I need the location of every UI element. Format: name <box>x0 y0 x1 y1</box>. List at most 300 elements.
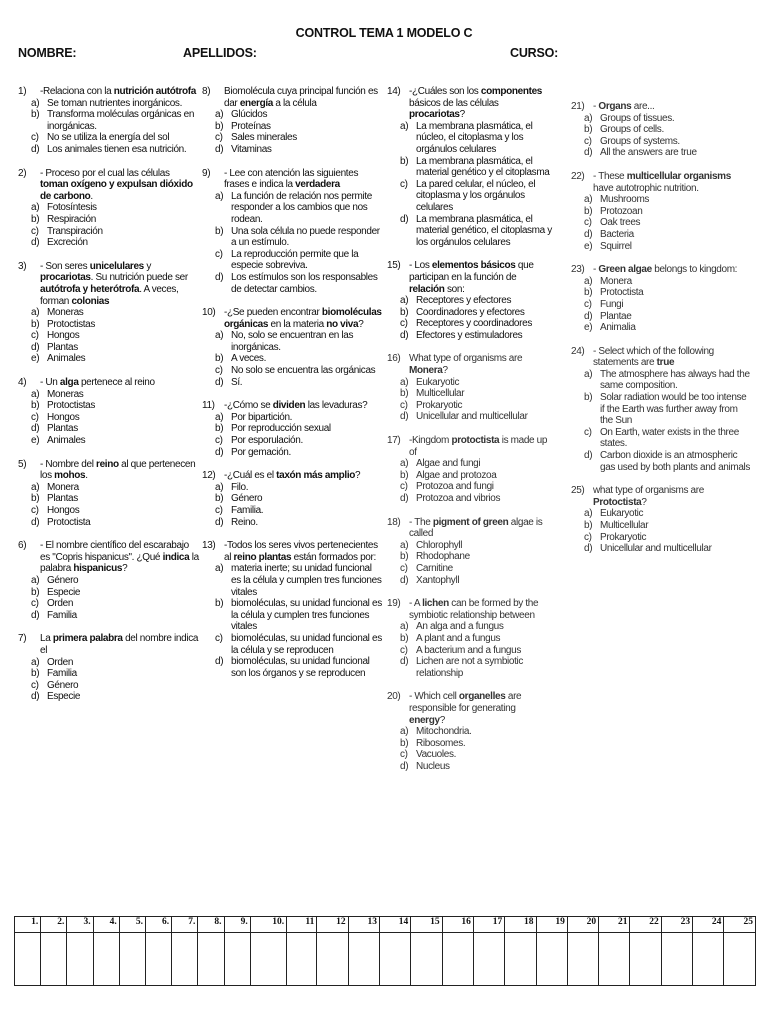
answer-grid-number: 11 <box>287 917 317 933</box>
option-text: Familia. <box>231 505 264 516</box>
option-text: Filo. <box>231 481 249 493</box>
option-text: No solo se encuentra las orgánicas <box>231 365 376 377</box>
option-letter: a) <box>215 563 224 575</box>
option-text: Plantas <box>47 493 78 505</box>
question-number: 14) <box>387 86 401 97</box>
option-letter: d) <box>31 143 40 155</box>
option-letter: d) <box>400 213 409 225</box>
option-letter: c) <box>215 632 223 644</box>
option-letter: a) <box>215 330 224 342</box>
option-letter: b) <box>31 668 40 680</box>
option-text: Eukaryotic <box>600 508 644 520</box>
answer-option <box>387 318 553 330</box>
question-item <box>202 168 382 296</box>
option-text: Groups of tissues. <box>600 112 675 124</box>
question-text: - Which cell organelles are responsible for generating energy? <box>409 691 522 726</box>
answer-option <box>571 287 751 299</box>
answer-option <box>571 229 751 241</box>
answer-cell[interactable] <box>473 933 504 986</box>
question-stem <box>571 101 751 113</box>
option-letter: a) <box>31 388 40 400</box>
option-text: Hongos <box>47 505 80 516</box>
option-letter: c) <box>584 426 592 438</box>
option-text: Protozoan <box>600 205 643 217</box>
option-letter: a) <box>584 194 593 206</box>
question-text: -¿Cómo se dividen las levaduras? <box>224 400 368 412</box>
answer-option <box>571 532 751 544</box>
option-letter: c) <box>31 225 39 237</box>
option-text: Protoctista <box>47 516 91 528</box>
option-text: Los estímulos son los responsables de detectar cambios. <box>231 271 378 295</box>
answer-option <box>387 761 553 773</box>
option-text: Fotosíntesis <box>47 202 97 214</box>
answer-option <box>18 330 200 342</box>
answer-grid <box>14 916 756 986</box>
answer-option <box>18 226 200 238</box>
option-letter: d) <box>584 147 593 159</box>
option-letter: b) <box>584 287 593 299</box>
option-text: Vacuoles. <box>416 749 457 761</box>
option-letter: d) <box>584 543 593 555</box>
answer-option <box>18 98 200 110</box>
option-text: Moneras <box>47 307 84 319</box>
answer-option <box>18 353 200 365</box>
option-letter: a) <box>400 726 409 738</box>
answer-cell[interactable] <box>172 933 198 986</box>
question-number: 18) <box>387 516 401 528</box>
option-letter: d) <box>215 271 224 283</box>
option-text: Lichen are not a symbiotic relationship <box>416 656 524 679</box>
option-text: Unicellular and multicellular <box>600 543 712 555</box>
answer-option <box>18 493 200 505</box>
option-letter: b) <box>400 632 409 644</box>
option-letter: c) <box>31 679 39 691</box>
answer-cell[interactable] <box>411 933 442 986</box>
answer-cell[interactable] <box>724 933 756 986</box>
question-text: - Lee con atención las siguientes frases e indica la verdadera <box>224 167 359 191</box>
option-text: biomoléculas, su unidad funcional son los órganos y se reproducen <box>231 656 370 679</box>
answer-cell[interactable] <box>661 933 692 986</box>
option-text: Proteínas <box>231 120 271 132</box>
option-letter: a) <box>584 112 593 124</box>
option-text: Orden <box>47 656 74 668</box>
answer-option <box>387 377 553 389</box>
question-number: 23) <box>571 264 585 276</box>
answer-grid-answers-row <box>15 933 756 986</box>
option-letter: b) <box>31 493 40 505</box>
answer-cell[interactable] <box>15 933 41 986</box>
answer-option <box>387 575 553 587</box>
answer-option <box>387 633 553 645</box>
question-item <box>387 353 553 423</box>
answer-option <box>571 543 751 555</box>
answer-option <box>571 450 751 473</box>
option-letter: d) <box>400 574 409 586</box>
question-item <box>387 260 553 341</box>
question-stem <box>387 86 553 121</box>
option-letter: b) <box>400 155 409 167</box>
question-item <box>18 261 200 365</box>
question-item <box>387 435 553 505</box>
question-number: 3) <box>18 260 27 272</box>
answer-cell[interactable] <box>505 933 536 986</box>
answer-cell[interactable] <box>224 933 250 986</box>
question-number: 19) <box>387 598 401 610</box>
answer-option <box>571 369 751 392</box>
option-letter: d) <box>215 446 224 458</box>
option-text: Prokaryotic <box>600 531 647 543</box>
answer-option <box>387 481 553 493</box>
option-letter: c) <box>400 644 408 656</box>
answer-cell[interactable] <box>287 933 317 986</box>
option-letter: b) <box>400 306 409 318</box>
option-text: Transforma moléculas orgánicas en inorgánicas. <box>47 109 195 132</box>
question-number: 24) <box>571 345 585 357</box>
answer-option <box>387 156 553 179</box>
option-text: Protoctista <box>600 287 644 299</box>
option-letter: a) <box>31 307 40 319</box>
option-letter: e) <box>584 322 593 334</box>
option-text: Xantophyll <box>416 574 460 586</box>
question-stem <box>18 459 200 482</box>
answer-option <box>387 411 553 423</box>
option-letter: d) <box>400 493 409 504</box>
question-stem <box>387 435 553 458</box>
question-text: - Select which of the following statements are true <box>593 345 714 369</box>
option-letter: a) <box>215 109 224 121</box>
answer-option <box>387 307 553 319</box>
option-letter: a) <box>584 368 593 380</box>
answer-option <box>202 517 382 529</box>
answer-grid-number: 18 <box>505 917 536 933</box>
question-stem <box>202 86 382 109</box>
option-text: Por reproducción sexual <box>231 423 331 435</box>
option-text: A plant and a fungus <box>416 632 501 644</box>
question-stem <box>18 86 200 98</box>
question-number: 16) <box>387 353 401 365</box>
question-text: - The pigment of green algae is called <box>409 516 543 540</box>
answer-grid-number: 24 <box>693 917 724 933</box>
option-text: Multicellular <box>416 388 465 400</box>
answer-option <box>202 412 382 424</box>
answer-option <box>202 598 382 633</box>
answer-cell[interactable] <box>317 933 348 986</box>
answer-grid-number: 23 <box>661 917 692 933</box>
option-letter: b) <box>31 400 40 412</box>
answer-option <box>387 551 553 563</box>
question-text: -Kingdom protoctista is made up of <box>409 435 548 458</box>
answer-cell[interactable] <box>145 933 171 986</box>
answer-cell[interactable] <box>630 933 661 986</box>
question-item <box>202 470 382 528</box>
answer-option <box>202 435 382 447</box>
option-letter: c) <box>215 365 223 377</box>
option-text: La membrana plasmática, el material genético y el citoplasma <box>416 155 550 179</box>
answer-option <box>18 657 200 669</box>
option-text: Bacteria <box>600 228 634 240</box>
option-text: Groups of cells. <box>600 124 664 136</box>
question-stem <box>202 400 382 412</box>
question-stem <box>571 264 751 276</box>
answer-cell[interactable] <box>348 933 379 986</box>
question-item <box>202 86 382 156</box>
answer-option <box>387 738 553 750</box>
questions-column-1 <box>18 86 200 715</box>
answer-option <box>18 389 200 401</box>
answer-option <box>18 423 200 435</box>
answer-option <box>18 144 200 156</box>
question-item <box>571 101 751 159</box>
option-letter: e) <box>584 240 593 252</box>
answer-grid-number: 22 <box>630 917 661 933</box>
option-letter: d) <box>400 329 409 341</box>
answer-option <box>571 520 751 532</box>
option-letter: c) <box>584 298 592 310</box>
option-letter: c) <box>584 135 592 147</box>
question-stem <box>387 691 553 726</box>
option-text: Reino. <box>231 516 258 528</box>
answer-option <box>571 147 751 159</box>
apellidos-label: APELLIDOS: <box>183 46 257 60</box>
answer-option <box>18 575 200 587</box>
question-number: 12) <box>202 470 216 482</box>
question-stem <box>571 346 751 369</box>
answer-grid-number: 13 <box>348 917 379 933</box>
answer-cell[interactable] <box>198 933 224 986</box>
question-number: 9) <box>202 167 211 179</box>
answer-option <box>202 447 382 459</box>
answer-option <box>202 377 382 389</box>
answer-option <box>387 493 553 505</box>
option-text: Familia <box>47 668 77 680</box>
option-letter: b) <box>584 520 593 531</box>
question-item <box>571 171 751 252</box>
option-letter: d) <box>31 237 40 249</box>
option-text: Plantas <box>47 423 78 435</box>
option-letter: c) <box>584 531 592 543</box>
answer-cell[interactable] <box>693 933 724 986</box>
question-text: - A lichen can be formed by the symbiotic relationship between <box>409 598 539 621</box>
option-letter: c) <box>400 562 408 574</box>
option-letter: b) <box>31 586 40 598</box>
option-letter: c) <box>215 435 223 447</box>
option-text: Hongos <box>47 411 80 423</box>
answer-option <box>571 241 751 253</box>
question-stem <box>18 633 200 656</box>
option-letter: d) <box>400 656 409 668</box>
option-letter: c) <box>400 481 408 493</box>
answer-cell[interactable] <box>567 933 598 986</box>
question-stem <box>387 517 553 540</box>
question-stem <box>571 171 751 194</box>
option-text: The atmosphere has always had the same composition. <box>600 368 750 392</box>
option-text: Carbon dioxide is an atmospheric gas used by both plants and animals <box>600 450 751 473</box>
answer-option <box>18 132 200 144</box>
question-stem <box>571 485 751 508</box>
answer-option <box>387 749 553 761</box>
answer-option <box>202 226 382 249</box>
option-text: No se utiliza la energía del sol <box>47 132 170 144</box>
option-letter: c) <box>400 178 408 190</box>
option-letter: d) <box>31 341 40 353</box>
option-text: Solar radiation would be too intense if the Earth was further away from the Sun <box>600 392 747 427</box>
option-text: Animalia <box>600 322 636 334</box>
option-letter: b) <box>215 493 224 505</box>
question-number: 21) <box>571 101 585 112</box>
question-text: - Un alga pertenece al reino <box>40 377 155 389</box>
question-text: -Todos los seres vivos pertenecientes al reino plantas están formados por: <box>224 540 378 563</box>
option-letter: a) <box>400 120 409 132</box>
option-text: Respiración <box>47 213 96 225</box>
option-letter: a) <box>400 621 409 633</box>
option-letter: c) <box>31 598 39 610</box>
answer-option <box>571 217 751 229</box>
option-text: Groups of systems. <box>600 135 680 147</box>
option-letter: c) <box>584 217 592 229</box>
answer-option <box>202 563 382 598</box>
answer-option <box>18 319 200 331</box>
option-letter: a) <box>400 539 409 551</box>
answer-cell[interactable] <box>41 933 67 986</box>
answer-grid-number: 9. <box>224 917 250 933</box>
question-text: - Proceso por el cual las células toman oxígeno y expulsan dióxido de carbono. <box>40 167 193 202</box>
question-number: 22) <box>571 170 585 182</box>
option-letter: d) <box>584 310 593 322</box>
option-text: Rhodophane <box>416 551 470 563</box>
answer-option <box>387 121 553 156</box>
answer-option <box>387 470 553 482</box>
option-text: Vitaminas <box>231 143 272 155</box>
answer-option <box>18 109 200 132</box>
option-letter: c) <box>215 505 223 516</box>
answer-option <box>387 330 553 342</box>
option-letter: a) <box>215 190 224 202</box>
answer-option <box>571 194 751 206</box>
option-text: Mitochondria. <box>416 726 472 738</box>
question-text: what type of organisms are Protoctista? <box>593 485 704 508</box>
option-letter: d) <box>584 450 593 462</box>
option-text: La función de relación nos permite responder a los cambios que nos rodean. <box>231 190 372 225</box>
option-letter: d) <box>31 516 40 528</box>
answer-grid-number: 4. <box>93 917 119 933</box>
option-text: Carnitine <box>416 562 453 574</box>
option-text: Plantae <box>600 310 632 322</box>
answer-cell[interactable] <box>442 933 473 986</box>
question-item <box>387 691 553 772</box>
answer-cell[interactable] <box>536 933 567 986</box>
option-text: Una sola célula no puede responder a un estímulo. <box>231 225 380 249</box>
option-text: Monera <box>47 481 79 493</box>
option-text: A bacterium and a fungus <box>416 644 522 656</box>
answer-option <box>18 202 200 214</box>
answer-cell[interactable] <box>93 933 119 986</box>
option-letter: d) <box>215 143 224 155</box>
answer-grid-number: 6. <box>145 917 171 933</box>
option-text: No, solo se encuentran en las inorgánicas. <box>231 330 354 353</box>
question-stem <box>18 377 200 389</box>
option-letter: c) <box>400 399 408 411</box>
option-letter: a) <box>400 376 409 388</box>
option-letter: d) <box>400 411 409 423</box>
answer-cell[interactable] <box>379 933 410 986</box>
answer-option <box>387 179 553 214</box>
answer-cell[interactable] <box>67 933 93 986</box>
option-text: La pared celular, el núcleo, el citoplasma y los orgánulos celulares <box>416 178 536 213</box>
question-number: 11) <box>202 400 215 412</box>
question-stem <box>18 540 200 575</box>
question-stem <box>202 540 382 563</box>
option-letter: c) <box>400 749 408 761</box>
question-text: - Los elementos básicos que participan en la función de relación son: <box>409 260 534 295</box>
option-text: On Earth, water exists in the three states. <box>600 426 739 450</box>
answer-option <box>18 610 200 622</box>
answer-grid-number: 16 <box>442 917 473 933</box>
option-letter: d) <box>31 691 40 703</box>
answer-option <box>387 540 553 552</box>
question-item <box>387 598 553 679</box>
option-text: Coordinadores y efectores <box>416 306 525 318</box>
answer-option <box>202 505 382 517</box>
question-text: Biomolécula cuya principal función es dar energía a la célula <box>224 86 378 109</box>
option-letter: b) <box>31 213 40 225</box>
option-letter: b) <box>31 318 40 330</box>
option-text: Protoctistas <box>47 318 96 330</box>
answer-cell[interactable] <box>250 933 286 986</box>
question-item <box>18 633 200 703</box>
answer-option <box>387 458 553 470</box>
answer-cell[interactable] <box>599 933 630 986</box>
option-letter: c) <box>31 505 39 516</box>
answer-grid-number: 20 <box>567 917 598 933</box>
question-stem <box>18 261 200 307</box>
option-text: Protozoa and vibrios <box>416 493 501 504</box>
question-item <box>202 540 382 679</box>
option-letter: a) <box>31 656 40 668</box>
answer-option <box>202 272 382 295</box>
question-number: 8) <box>202 86 211 97</box>
option-text: Efectores y estimuladores <box>416 329 523 341</box>
answer-grid-number: 1. <box>15 917 41 933</box>
option-text: Sí. <box>231 376 243 388</box>
question-text: -Relaciona con la nutrición autótrofa <box>40 86 196 97</box>
option-text: Prokaryotic <box>416 399 463 411</box>
option-text: Transpiración <box>47 225 103 237</box>
option-letter: c) <box>215 132 223 144</box>
answer-cell[interactable] <box>119 933 145 986</box>
option-text: Género <box>47 574 79 586</box>
question-number: 5) <box>18 458 27 470</box>
answer-option <box>571 392 751 427</box>
option-letter: a) <box>584 508 593 520</box>
option-text: Multicellular <box>600 520 649 531</box>
question-number: 10) <box>202 307 216 319</box>
option-letter: c) <box>215 248 223 260</box>
questions-column-2 <box>202 86 382 691</box>
answer-option <box>18 680 200 692</box>
option-letter: a) <box>215 481 224 493</box>
answer-grid-number: 7. <box>172 917 198 933</box>
option-text: Animales <box>47 435 86 447</box>
option-letter: b) <box>584 205 593 217</box>
option-letter: d) <box>31 423 40 435</box>
answer-option <box>202 365 382 377</box>
answer-option <box>202 353 382 365</box>
question-item <box>571 264 751 334</box>
option-text: Los animales tienen esa nutrición. <box>47 143 187 155</box>
answer-option <box>18 435 200 447</box>
answer-grid-number: 3. <box>67 917 93 933</box>
option-text: Plantas <box>47 341 78 353</box>
